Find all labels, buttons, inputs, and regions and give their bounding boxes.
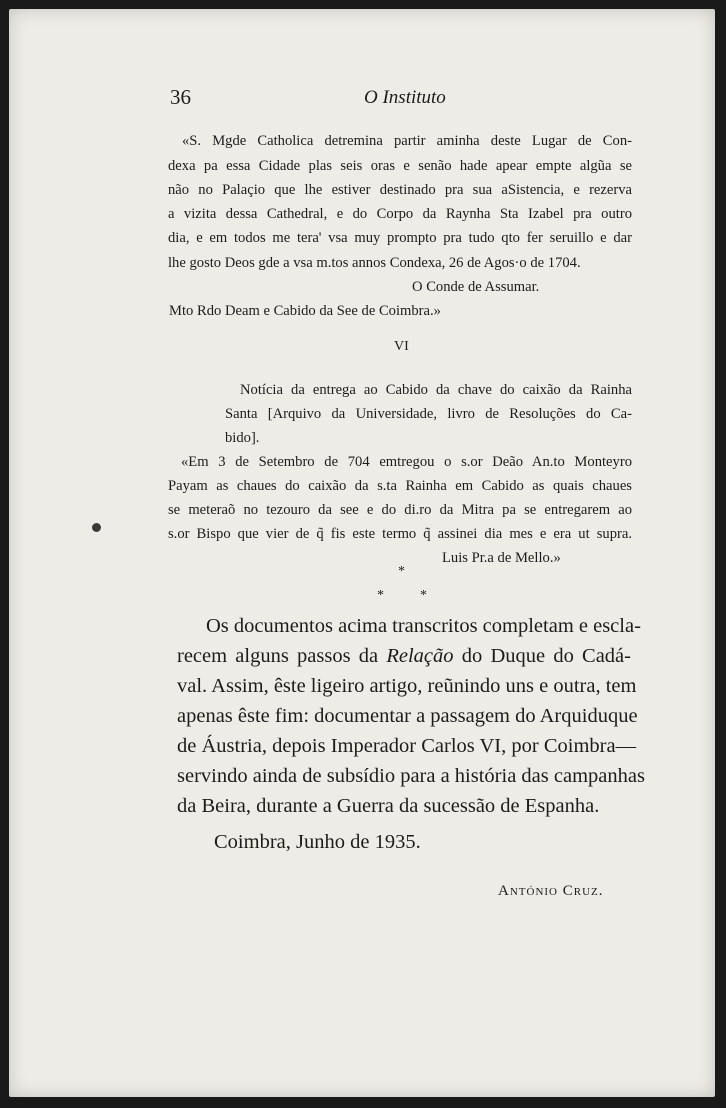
section-heading: VI: [394, 339, 409, 354]
asterism-star: *: [398, 564, 405, 579]
body-line: Os documentos acima transcritos completam e escla-: [206, 615, 641, 637]
notice-line: Santa [Arquivo da Universidade, livro de Resoluções do Ca-: [225, 406, 632, 422]
page-number: 36: [170, 85, 191, 109]
place-date: Coimbra, Junho de 1935.: [214, 831, 421, 853]
notice-line: bido].: [225, 430, 260, 446]
quote-line: Payam as chaues do caixão da s.ta Rainha em Cabido as quais chaues: [168, 478, 632, 494]
body-line: apenas êste fim: documentar a passagem do Arquiduque: [177, 705, 638, 727]
letter-line: lhe gosto Deos gde a vsa m.tos annos Condexa, 26 de Agos·o de 1704.: [168, 255, 581, 271]
letter-line: não no Palaçio que lhe estiver destinado pra sua aSistencia, e rezerva: [168, 182, 632, 198]
body-line: de Áustria, depois Imperador Carlos VI, por Coimbra—: [177, 735, 637, 757]
quote-line: «Em 3 de Setembro de 704 emtregou o s.or Deão An.to Monteyro: [181, 454, 632, 470]
book-page: [9, 9, 715, 1097]
letter-line: «S. Mgde Catholica detremina partir aminha deste Lugar de Con-: [182, 133, 632, 149]
body-line-relacao: [177, 645, 631, 668]
quote-line: s.or Bispo que vier de q̃ fis este termo q̃ assinei dia mes e era ut supra.: [168, 526, 632, 542]
notice-line: Notícia da entrega ao Cabido da chave do caixão da Rainha: [240, 382, 632, 398]
body-line: servindo ainda de subsídio para a história das campanhas: [177, 765, 645, 787]
body-line: da Beira, durante a Guerra da sucessão de Espanha.: [177, 795, 600, 817]
letter-line: dexa pa essa Cidade plas seis oras e senão hade apear empte algũa se: [168, 158, 632, 174]
letter-line: a vizita dessa Cathedral, e do Corpo da Raynha Sta Izabel pra outro: [168, 206, 632, 222]
page-blemish-dot: [92, 523, 101, 532]
asterism-star: *: [420, 588, 427, 603]
letter-signature: O Conde de Assumar.: [412, 279, 540, 295]
quote-signature: Luis Pr.a de Mello.»: [442, 550, 561, 566]
quote-line: se meteraõ no tezouro da see e do di.ro da Mitra pa se entregarem ao: [168, 502, 632, 518]
relacao-line-text: recem alguns passos da Relação do Duque do Cadá-: [177, 645, 631, 667]
asterism-star: *: [377, 588, 384, 603]
running-title: O Instituto: [364, 87, 446, 108]
letter-addressee: Mto Rdo Deam e Cabido da See de Coimbra.»: [169, 303, 441, 319]
body-line: val. Assim, êste ligeiro artigo, reũnindo uns e outra, tem: [177, 675, 637, 697]
letter-line: dia, e em todos me tera' vsa muy prompto pra tudo qto fer seruillo e dar: [168, 230, 632, 246]
author-signature: António Cruz.: [498, 883, 604, 899]
